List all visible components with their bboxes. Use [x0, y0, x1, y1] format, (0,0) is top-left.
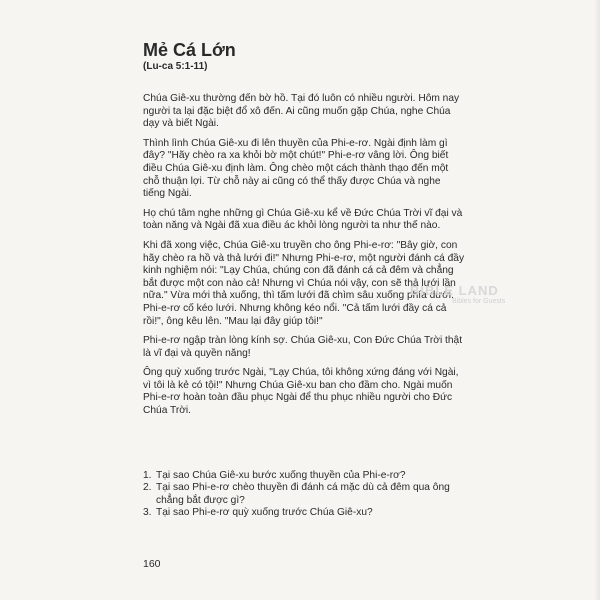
paragraph-3: Họ chú tâm nghe những gì Chúa Giê-xu kể về Đức Chúa Trời vĩ đại và toàn năng và Ngài đã xua điều ác khỏi lòng người ta như thế nào.: [143, 207, 463, 232]
question-text: Tại sao Phi-e-rơ quỳ xuống trước Chúa Giê-xu?: [156, 507, 373, 519]
question-item: [143, 482, 465, 507]
question-number: 3.: [143, 507, 152, 519]
watermark-tagline: Bibles for Guests: [452, 298, 506, 305]
page-number: 160: [143, 558, 161, 570]
question-item: [143, 470, 465, 482]
question-text: Tại sao Chúa Giê-xu bước xuống thuyền của Phi-e-rơ?: [156, 470, 406, 481]
question-number: 1.: [143, 470, 152, 481]
page-title: Mẻ Cá Lớn: [143, 40, 236, 60]
question-text: Tại sao Phi-e-rơ chèo thuyền đi đánh cá mặc dù cả đêm qua ông chẳng bắt được gì?: [156, 482, 450, 506]
story-body: [143, 93, 465, 418]
scripture-reference: (Lu-ca 5:1-11): [143, 61, 208, 72]
paragraph-6: Ông quỳ xuống trước Ngài, "Lạy Chúa, tôi không xứng đáng với Ngài, vì tôi là kẻ có tội!" Nhưng Chúa Giê-xu ban cho đầm cho. Ngài muốn Phi-e-rơ hoàn toàn đầu phục Ngài để thu phục nhiều người cho Đức Chúa Trời.: [143, 367, 459, 417]
page-content: [143, 40, 465, 425]
question-list: [143, 470, 465, 520]
watermark-logo: BIBLE LAND: [410, 283, 499, 298]
question-item: [143, 507, 465, 519]
page-edge-shadow: [594, 0, 600, 600]
paragraph-5: Phi-e-rơ ngập tràn lòng kính sợ. Chúa Giê-xu, Con Đức Chúa Trời thật là vĩ đại và quyền năng!: [143, 335, 463, 359]
paragraph-4: Khi đã xong việc, Chúa Giê-xu truyền cho ông Phi-e-rơ: "Bây giờ, con hãy chèo ra hồ và thả lưới đi!" Nhưng Phi-e-rơ, một người đánh cá đầy kinh nghiệm nói: "Lạy Chúa, chúng con đã đánh cá cả đêm và chẳng bắt được một con nào cả! Nhưng vì Chúa nói vậy, con sẽ thả lưới lần nữa." Vừa mới thả xuống, thì tấm lưới đã chìm sâu xuống phía dưới. Phi-e-rơ cố kéo lưới. Nhưng không kéo nổi. "Cả tấm lưới đầy cá cả rồi!", ông kêu lên. "Mau lại đây giúp tôi!": [143, 239, 465, 327]
paragraph-1: Chúa Giê-xu thường đến bờ hồ. Tại đó luôn có nhiều người. Hôm nay người ta lại đặc biệt đổ xô đến. Ai cũng muốn gặp Chúa, nghe Chúa dạy và biết Ngài.: [143, 93, 460, 130]
question-number: 2.: [143, 482, 152, 494]
paragraph-2: Thình lình Chúa Giê-xu đi lên thuyền của Phi-e-rơ. Ngài định làm gì đây? "Hãy chèo ra xa khỏi bờ một chút!" Phi-e-rơ vâng lời. Ông biết điều Chúa Giê-xu định làm. Ông chèo một cách thành thạo đến một chỗ thuận lợi. Từ chỗ này ai cũng có thể thấy được Chúa và nghe tiếng Ngài.: [143, 137, 449, 200]
